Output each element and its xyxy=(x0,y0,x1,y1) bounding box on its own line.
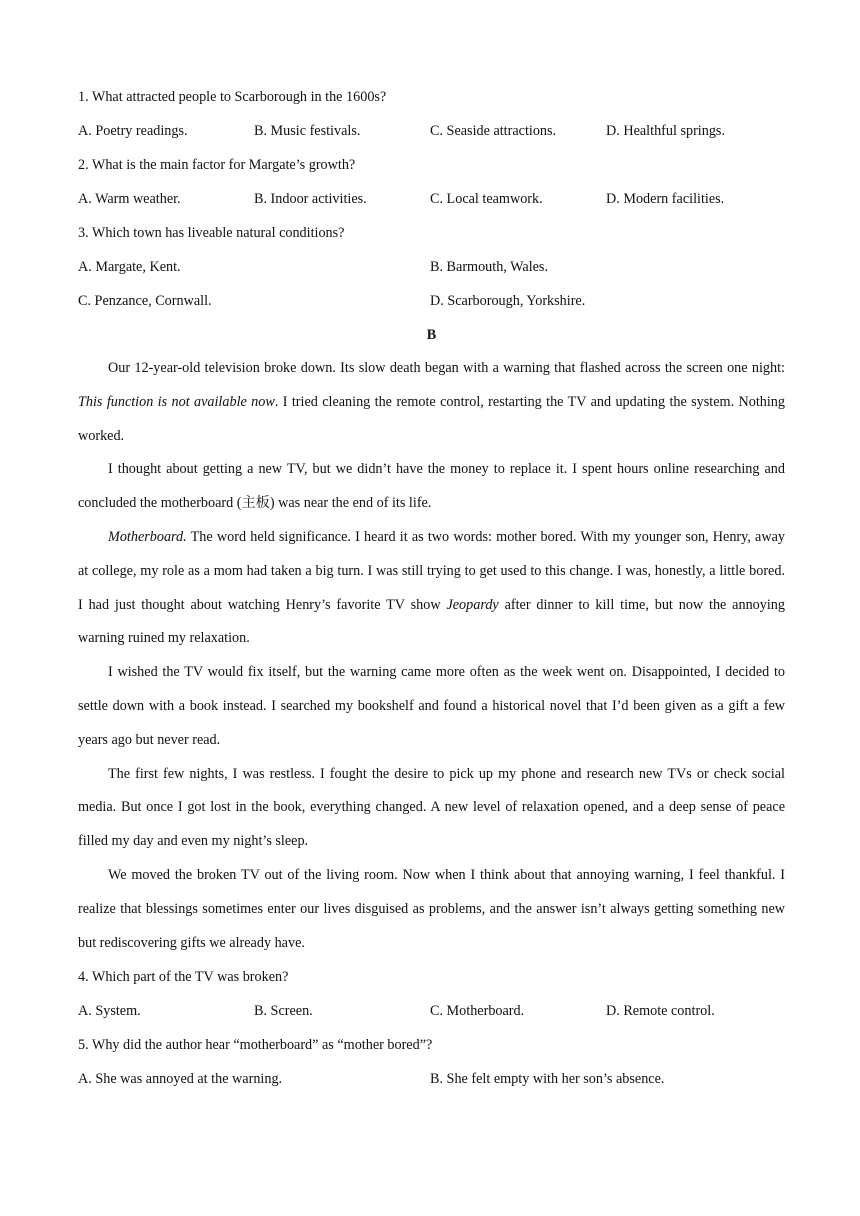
section-title: B xyxy=(426,327,437,343)
question-3-options-row1 xyxy=(78,250,785,284)
question-3-options-row2 xyxy=(78,284,785,318)
paragraph-5: The first few nights, I was restless. I fought the desire to pick up my phone and research new TVs or check social media. But once I got lost in the book, everything changed. A new level of relaxation opened, and a deep sense of peace filled my day and even my night’s sleep. xyxy=(78,765,785,850)
paragraph-3-text-end: after dinner to kill time, but now the annoying warning ruined my relaxation. xyxy=(78,596,785,647)
paragraph-3-italic: Motherboard. xyxy=(108,528,187,545)
paragraph-1 xyxy=(78,352,785,453)
question-1-options xyxy=(78,114,785,148)
paragraph-1-text: Our 12-year-old television broke down. Its slow death began with a warning that flashed across the screen one night: xyxy=(108,360,785,376)
option-d: D. Modern facilities. xyxy=(606,191,725,207)
option-b: B. She felt empty with her son’s absence. xyxy=(430,1071,665,1088)
option-c: C. Penzance, Cornwall. xyxy=(78,293,212,309)
option-a: A. Poetry readings. xyxy=(78,123,188,139)
paragraph-2: I thought about getting a new TV, but we didn’t have the money to replace it. I spent hours online researching and concluded the motherboard (主板) was near the end of its life. xyxy=(78,461,785,512)
question-5-options xyxy=(78,1062,785,1096)
question-1: 1. What attracted people to Scarborough in the 1600s? xyxy=(78,89,387,105)
question-2: 2. What is the main factor for Margate’s growth? xyxy=(78,157,356,173)
paragraph-3-show-title: Jeopardy xyxy=(446,596,499,613)
option-b: B. Music festivals. xyxy=(254,123,361,139)
paragraph-4: I wished the TV would fix itself, but the warning came more often as the week went on. Disappointed, I decided to settle down with a book instead. I searched my bookshelf and found a historical novel that I’d been given as a gift a few years ago but never read. xyxy=(78,664,785,748)
paragraph-6: We moved the broken TV out of the living room. Now when I think about that annoying warning, I feel thankful. I realize that blessings sometimes enter our lives disguised as problems, and the answer isn’t always getting something new but rediscovering gifts we already have. xyxy=(78,866,785,951)
question-2-options xyxy=(78,182,785,216)
option-c: C. Local teamwork. xyxy=(430,191,543,207)
option-d: D. Healthful springs. xyxy=(606,123,726,139)
option-d: D. Remote control. xyxy=(606,1003,715,1020)
paragraph-1-text-end: . I tried cleaning the remote control, restarting the TV and updating the system. Nothing worked. xyxy=(78,393,785,444)
option-b: B. Indoor activities. xyxy=(254,191,367,207)
option-c: C. Motherboard. xyxy=(430,1003,525,1020)
question-4-options xyxy=(78,994,785,1028)
option-b: B. Barmouth, Wales. xyxy=(430,259,548,275)
question-3: 3. Which town has liveable natural conditions? xyxy=(78,225,345,241)
paragraph-3 xyxy=(78,521,785,656)
option-b: B. Screen. xyxy=(254,1003,313,1020)
document-page xyxy=(78,80,785,1096)
question-4: 4. Which part of the TV was broken? xyxy=(78,969,289,986)
option-a: A. She was annoyed at the warning. xyxy=(78,1071,283,1088)
option-d: D. Scarborough, Yorkshire. xyxy=(430,293,586,309)
option-c: C. Seaside attractions. xyxy=(430,123,557,139)
option-a: A. Warm weather. xyxy=(78,191,181,207)
option-a: A. System. xyxy=(78,1003,141,1020)
question-5: 5. Why did the author hear “motherboard” as “mother bored”? xyxy=(78,1037,433,1054)
option-a: A. Margate, Kent. xyxy=(78,259,181,275)
paragraph-1-italic: This function is not available now xyxy=(78,393,275,410)
paragraph-3-text: The word held significance. I heard it as two words: mother bored. With my younger son, Henry, away at college, my role as a mom had taken a big turn. I was still trying to get used to this change. I was, honestly, a little bored. I had just thought about watching Henry’s favorite TV show xyxy=(78,528,785,613)
